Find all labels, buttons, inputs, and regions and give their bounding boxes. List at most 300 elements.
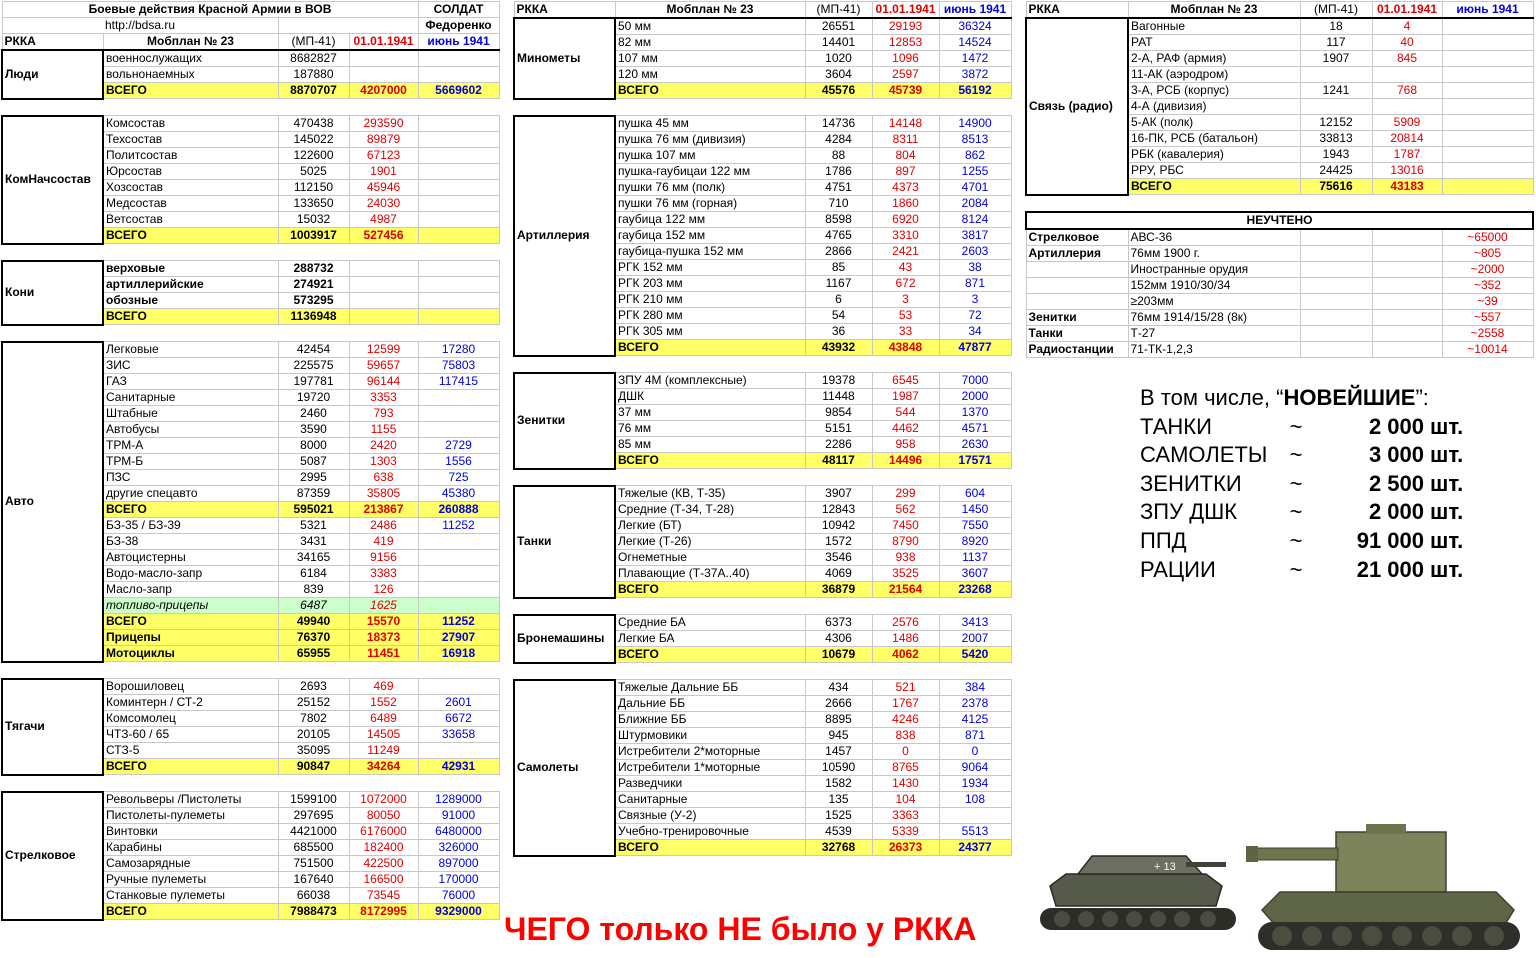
value-mp41: 470438 [278,116,349,132]
newest-item-tilde: ~ [1289,556,1303,582]
item-name: Автоцистерны [103,550,278,566]
site-url: http://bdsa.ru [2,18,278,34]
value-mp41: 48117 [805,453,872,469]
item-name: ВСЕГО [615,647,805,663]
newest-item-qty: 3 000 [1368,442,1424,468]
value-june1941 [418,566,499,582]
column-header-row [1026,2,1533,19]
empty-cell [1372,293,1442,309]
value-jan1941: 1303 [349,454,418,470]
fedorenko-label: Федоренко [418,18,499,34]
item-name: ПЗС [103,470,278,486]
item-name: Разведчики [615,776,805,792]
value-mp41: 36879 [805,582,872,598]
value-jan1941: 544 [872,405,939,421]
newest-item-unit: шт. [1430,556,1464,582]
item-name: БЗ-35 / БЗ-39 [103,518,278,534]
col-header-mp41: (МП-41) [805,2,872,19]
unaccounted-title-row [1026,212,1533,229]
newest-item-tilde: ~ [1289,527,1303,553]
newest-item-tilde: ~ [1289,470,1303,496]
value-jan1941: 768 [1372,83,1442,99]
spacer-cell [514,598,1011,615]
value-june1941: 1370 [939,405,1011,421]
category-label: Стрелковое [2,792,103,920]
value-mp41: 35095 [278,743,349,759]
value-mp41: 1003917 [278,228,349,244]
item-name: Истребители 1*моторные [615,760,805,776]
spacer-row [2,662,499,679]
newest-item-name: ЗЕНИТКИ [1140,470,1242,496]
item-name: ВСЕГО [103,759,278,775]
value-jan1941: 8790 [872,534,939,550]
value-jan1941: 2420 [349,438,418,454]
col-header-june1941: июнь 1941 [418,34,499,51]
value-june1941: 1472 [939,51,1011,67]
newest-item-name: ТАНКИ [1140,413,1212,439]
value-june1941: 4571 [939,421,1011,437]
unaccounted-item: Иностранные орудия [1128,261,1300,277]
value-june1941: 1934 [939,776,1011,792]
item-name: Юрсостав [103,164,278,180]
unaccounted-category: Зенитки [1026,309,1128,325]
value-june1941: 5420 [939,647,1011,663]
item-name: ВСЕГО [1128,179,1300,195]
value-mp41: 225575 [278,358,349,374]
value-mp41: 14401 [805,35,872,51]
item-name: ВСЕГО [103,614,278,630]
newest-item-unit: шт. [1430,499,1464,525]
newest-item-name: САМОЛЕТЫ [1140,442,1268,468]
item-name: Карабины [103,840,278,856]
item-name: Револьверы /Пистолеты [103,792,278,808]
value-mp41: 2995 [278,470,349,486]
item-name: Масло-запр [103,582,278,598]
value-mp41: 751500 [278,856,349,872]
value-mp41: 117 [1300,35,1372,51]
value-jan1941: 938 [872,550,939,566]
value-mp41: 573295 [278,293,349,309]
value-jan1941: 20814 [1372,131,1442,147]
value-mp41: 8598 [805,212,872,228]
value-mp41: 6 [805,292,872,308]
value-mp41: 3907 [805,486,872,502]
value-mp41: 7802 [278,711,349,727]
item-name: 16-ПК, РСБ (батальон) [1128,131,1300,147]
value-mp41: 26551 [805,18,872,35]
col-header-rkka: РККА [514,2,615,19]
page-title: Боевые действия Красной Армии в ВОВ [2,2,418,18]
item-name: ЗИС [103,358,278,374]
right-table [1025,1,1534,358]
item-name: РГК 152 мм [615,260,805,276]
item-name: СТЗ-5 [103,743,278,759]
value-june1941: 2007 [939,631,1011,647]
value-jan1941: 7450 [872,518,939,534]
value-june1941 [939,808,1011,824]
value-mp41: 4539 [805,824,872,840]
value-june1941 [418,196,499,212]
value-mp41: 43932 [805,340,872,356]
value-mp41: 595021 [278,502,349,518]
empty-cell [1372,309,1442,325]
item-name: Тяжелые Дальние ББ [615,680,805,696]
spacer-row [1026,195,1533,212]
value-jan1941: 1860 [872,196,939,212]
value-jan1941: 1987 [872,389,939,405]
value-june1941: 3607 [939,566,1011,582]
value-jan1941: 804 [872,148,939,164]
unaccounted-category: Радиостанции [1026,341,1128,357]
item-name: Комсостав [103,116,278,132]
value-mp41: 1943 [1300,147,1372,163]
newest-title-suffix: ”: [1415,385,1429,410]
value-jan1941: 293590 [349,116,418,132]
newest-item-unit: шт. [1430,527,1464,553]
value-mp41: 8870707 [278,83,349,99]
value-jan1941: 96144 [349,374,418,390]
value-jan1941: 213867 [349,502,418,518]
item-name: ВСЕГО [103,83,278,99]
value-june1941: 17280 [418,342,499,358]
value-june1941: 91000 [418,808,499,824]
value-june1941 [418,180,499,196]
item-name: артиллерийские [103,277,278,293]
value-june1941: 9064 [939,760,1011,776]
value-mp41: 122600 [278,148,349,164]
unaccounted-value: ~352 [1442,277,1533,293]
value-june1941 [418,277,499,293]
value-mp41: 2866 [805,244,872,260]
value-mp41: 297695 [278,808,349,824]
item-name: ВСЕГО [103,309,278,325]
value-mp41: 85 [805,260,872,276]
item-name: РГК 210 мм [615,292,805,308]
value-mp41: 5025 [278,164,349,180]
value-june1941: 36324 [939,18,1011,35]
item-name: обозные [103,293,278,309]
value-mp41: 36 [805,324,872,340]
value-june1941: 1137 [939,550,1011,566]
value-mp41: 15032 [278,212,349,228]
table-row [514,486,1011,502]
item-name: ВСЕГО [615,582,805,598]
value-jan1941: 45739 [872,83,939,99]
item-name: 3-А, РСБ (корпус) [1128,83,1300,99]
value-jan1941: 1486 [872,631,939,647]
category-label: Кони [2,261,103,325]
value-mp41: 45576 [805,83,872,99]
value-mp41: 1582 [805,776,872,792]
value-june1941: 72 [939,308,1011,324]
item-name: 85 мм [615,437,805,453]
value-june1941: 384 [939,680,1011,696]
value-jan1941: 35805 [349,486,418,502]
value-jan1941: 14496 [872,453,939,469]
value-june1941: 3817 [939,228,1011,244]
value-mp41: 1457 [805,744,872,760]
item-name: Связные (У-2) [615,808,805,824]
item-name: 50 мм [615,18,805,35]
value-june1941: 4701 [939,180,1011,196]
title-row [2,2,499,18]
value-june1941 [418,534,499,550]
category-label: Связь (радио) [1026,18,1128,195]
unaccounted-category: Артиллерия [1026,245,1128,261]
banner-caption: ЧЕГО только НЕ было у РККА [504,911,977,947]
newest-item-unit: шт. [1430,442,1464,468]
unaccounted-item: 76мм 1900 г. [1128,245,1300,261]
value-mp41: 25152 [278,695,349,711]
url-row [2,18,499,34]
value-mp41: 3590 [278,422,349,438]
newest-title [1140,384,1463,413]
value-jan1941: 299 [872,486,939,502]
value-june1941: 45380 [418,486,499,502]
value-mp41: 685500 [278,840,349,856]
value-jan1941: 1767 [872,696,939,712]
item-name: верховые [103,261,278,277]
value-june1941: 117415 [418,374,499,390]
value-jan1941: 13016 [1372,163,1442,179]
value-mp41: 4421000 [278,824,349,840]
item-name: гаубица-пушка 152 мм [615,244,805,260]
value-mp41: 1136948 [278,309,349,325]
col-header-rkka: РККА [2,34,103,51]
value-mp41: 1020 [805,51,872,67]
category-label: Самолеты [514,680,615,856]
value-mp41: 6373 [805,615,872,631]
empty-cell [1300,261,1372,277]
value-jan1941: 845 [1372,51,1442,67]
value-mp41: 133650 [278,196,349,212]
newest-item [1140,527,1463,556]
spacer-cell [514,663,1011,680]
value-jan1941: 9156 [349,550,418,566]
empty-cell [1372,341,1442,357]
unaccounted-item: 71-ТК-1,2,3 [1128,341,1300,357]
value-jan1941: 6489 [349,711,418,727]
value-mp41: 10590 [805,760,872,776]
value-june1941 [418,261,499,277]
value-mp41: 1572 [805,534,872,550]
value-june1941 [1442,51,1533,67]
value-jan1941: 521 [872,680,939,696]
category-label: Танки [514,486,615,598]
value-june1941: 2378 [939,696,1011,712]
value-mp41: 4284 [805,132,872,148]
value-jan1941: 89879 [349,132,418,148]
item-name: РБК (кавалерия) [1128,147,1300,163]
value-mp41: 66038 [278,888,349,904]
item-name: Автобусы [103,422,278,438]
value-june1941 [1442,115,1533,131]
item-name: Санитарные [103,390,278,406]
newest-item [1140,413,1463,442]
value-june1941: 8124 [939,212,1011,228]
item-name: другие спецавто [103,486,278,502]
tank-illustrations [1036,822,1528,956]
value-jan1941: 80050 [349,808,418,824]
value-june1941: 7000 [939,373,1011,389]
value-jan1941: 897 [872,164,939,180]
item-name: 107 мм [615,51,805,67]
value-june1941: 11252 [418,518,499,534]
value-june1941: 23268 [939,582,1011,598]
value-june1941: 5513 [939,824,1011,840]
spacer-cell [514,99,1011,116]
value-mp41: 14736 [805,116,872,132]
newest-item-unit: шт. [1430,413,1464,439]
item-name: ВСЕГО [103,228,278,244]
value-june1941 [418,116,499,132]
item-name: БЗ-38 [103,534,278,550]
value-jan1941: 43848 [872,340,939,356]
value-june1941: 9329000 [418,904,499,920]
spacer-cell [514,469,1011,486]
empty-cell [1300,277,1372,293]
item-name: ЧТЗ-60 / 65 [103,727,278,743]
value-mp41: 6487 [278,598,349,614]
value-jan1941: 1625 [349,598,418,614]
newest-list [1140,384,1463,584]
value-jan1941: 8765 [872,760,939,776]
value-jan1941: 6176000 [349,824,418,840]
col-header-mp41: (МП-41) [278,34,349,51]
value-june1941: 1289000 [418,792,499,808]
column-header-row [514,2,1011,19]
value-jan1941: 11451 [349,646,418,662]
value-june1941 [418,148,499,164]
empty-cell [1372,229,1442,246]
value-mp41: 710 [805,196,872,212]
value-mp41: 197781 [278,374,349,390]
value-mp41: 2286 [805,437,872,453]
item-name: Водо-масло-запр [103,566,278,582]
unaccounted-item: 76мм 1914/15/28 (8к) [1128,309,1300,325]
value-jan1941: 562 [872,502,939,518]
item-name: РГК 305 мм [615,324,805,340]
item-name: Санитарные [615,792,805,808]
value-mp41: 5151 [805,421,872,437]
spacer-row [514,356,1011,373]
value-mp41: 7988473 [278,904,349,920]
value-june1941 [418,50,499,67]
newest-item [1140,556,1463,585]
value-jan1941 [349,67,418,83]
item-name: Штабные [103,406,278,422]
value-jan1941: 4 [1372,18,1442,35]
item-name: Пистолеты-пулеметы [103,808,278,824]
item-name: ТРМ-А [103,438,278,454]
col-header-june1941: июнь 1941 [1442,2,1533,19]
value-mp41: 8000 [278,438,349,454]
item-name: пушка 45 мм [615,116,805,132]
value-june1941 [1442,179,1533,195]
value-jan1941: 3363 [872,808,939,824]
unaccounted-category: Танки [1026,325,1128,341]
value-jan1941 [349,50,418,67]
value-jan1941: 958 [872,437,939,453]
value-june1941: 6672 [418,711,499,727]
newest-item-tilde: ~ [1289,499,1303,525]
unaccounted-row [1026,341,1533,357]
value-june1941 [1442,147,1533,163]
spacer-row [2,325,499,342]
value-june1941: 38 [939,260,1011,276]
value-june1941 [1442,67,1533,83]
item-name: РГК 280 мм [615,308,805,324]
value-june1941: 6480000 [418,824,499,840]
item-name: Хозсостав [103,180,278,196]
unaccounted-title: НЕУЧТЕНО [1026,212,1533,229]
value-mp41: 274921 [278,277,349,293]
item-name: ГАЗ [103,374,278,390]
value-june1941: 2000 [939,389,1011,405]
value-mp41: 3546 [805,550,872,566]
col-header-jan1941: 01.01.1941 [872,2,939,19]
value-jan1941: 73545 [349,888,418,904]
value-june1941 [1442,35,1533,51]
unaccounted-item: ≥203мм [1128,293,1300,309]
item-name: Учебно-тренировочные [615,824,805,840]
value-jan1941: 3525 [872,566,939,582]
category-label: Артиллерия [514,116,615,356]
value-jan1941: 43183 [1372,179,1442,195]
spacer-row [514,598,1011,615]
value-june1941: 170000 [418,872,499,888]
value-mp41: 10679 [805,647,872,663]
value-mp41: 1167 [805,276,872,292]
value-jan1941: 166500 [349,872,418,888]
value-mp41: 19378 [805,373,872,389]
value-june1941 [418,132,499,148]
value-jan1941: 12599 [349,342,418,358]
item-name: 37 мм [615,405,805,421]
value-mp41: 10942 [805,518,872,534]
value-june1941: 17571 [939,453,1011,469]
category-label: Зенитки [514,373,615,469]
item-name: Самозарядные [103,856,278,872]
item-name: 82 мм [615,35,805,51]
value-june1941: 2603 [939,244,1011,260]
unaccounted-category [1026,277,1128,293]
item-name: пушки 76 мм (полк) [615,180,805,196]
unaccounted-row [1026,245,1533,261]
value-jan1941: 638 [349,470,418,486]
value-june1941: 108 [939,792,1011,808]
spacer-cell [514,356,1011,373]
col-header-mobplan: Мобплан № 23 [615,2,805,19]
empty-cell [1300,229,1372,246]
newest-item-qty: 2 000 [1368,499,1424,525]
value-jan1941: 2597 [872,67,939,83]
value-mp41: 167640 [278,872,349,888]
spacer-row [2,244,499,261]
spacer-row [514,663,1011,680]
newest-item-name: ППД [1140,527,1187,553]
value-mp41: 112150 [278,180,349,196]
value-june1941: 1450 [939,502,1011,518]
table-row [514,680,1011,696]
value-mp41: 4751 [805,180,872,196]
item-name: пушка-гаубицаи 122 мм [615,164,805,180]
unaccounted-value: ~2000 [1442,261,1533,277]
value-jan1941: 6920 [872,212,939,228]
item-name: 2-А, РАФ (армия) [1128,51,1300,67]
value-june1941: 862 [939,148,1011,164]
item-name: РГК 203 мм [615,276,805,292]
